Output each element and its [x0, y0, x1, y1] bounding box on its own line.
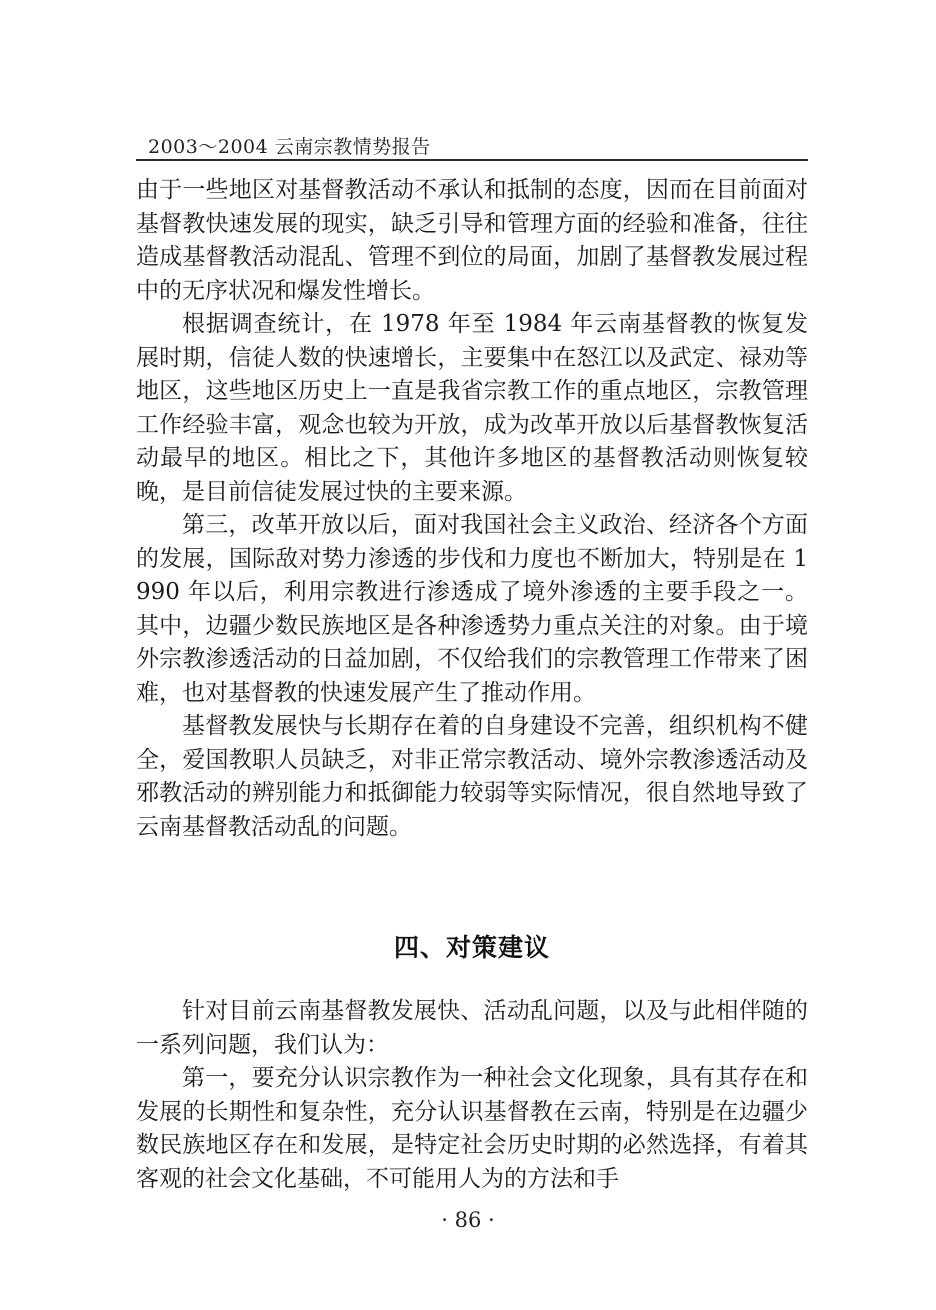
page-number: · 86 · — [441, 1208, 495, 1232]
paragraph-first-point: 第一，要充分认识宗教作为一种社会文化现象，具有其存在和发展的长期性和复杂性，充分认识基督教在云南，特别是在边疆少数民族地区存在和发展，是特定社会历史时期的必然选择，有着其客观的社会文化基础，不可能用人为的方法和手 — [136, 1065, 808, 1192]
paragraph-continued: 由于一些地区对基督教活动不承认和抵制的态度，因而在目前面对基督教快速发展的现实，缺乏引导和管理方面的经验和准备，往往造成基督教活动混乱、管理不到位的局面，加剧了基督教发展过程中的无序状况和爆发性增长。 — [136, 177, 808, 304]
paragraph-self-construction: 基督教发展快与长期存在着的自身建设不完善，组织机构不健全，爱国教职人员缺乏，对非正常宗教活动、境外宗教渗透活动及邪教活动的辨别能力和抵御能力较弱等实际情况，很自然地导致了云南基督教活动乱的问题。 — [136, 713, 808, 840]
body-text-bottom — [136, 995, 808, 1196]
paragraph-survey-stats: 根据调查统计，在 1978 年至 1984 年云南基督教的恢复发展时期，信徒人数的快速增长，主要集中在怒江以及武定、禄劝等地区，这些地区历史上一直是我省宗教工作的重点地区，宗教管理工作经验丰富，观念也较为开放，成为改革开放以后基督教恢复活动最早的地区。相比之下，其他许多地区的基督教活动则恢复较晚，是目前信徒发展过快的主要来源。 — [136, 311, 808, 505]
body-text-top — [136, 174, 808, 844]
header-rule — [136, 159, 808, 161]
running-header: 2003～2004 云南宗教情势报告 — [148, 136, 431, 158]
paragraph-intro: 针对目前云南基督教发展快、活动乱问题，以及与此相伴随的一系列问题，我们认为： — [136, 998, 808, 1058]
paragraph-third-point: 第三，改革开放以后，面对我国社会主义政治、经济各个方面的发展，国际敌对势力渗透的步伐和力度也不断加大，特别是在 1990 年以后，利用宗教进行渗透成了境外渗透的主要手段之一。其中，边疆少数民族地区是各种渗透势力重点关注的对象。由于境外宗教渗透活动的日益加剧，不仅给我们的宗教管理工作带来了困难，也对基督教的快速发展产生了推动作用。 — [136, 512, 808, 706]
section-heading: 四、对策建议 — [393, 933, 550, 962]
